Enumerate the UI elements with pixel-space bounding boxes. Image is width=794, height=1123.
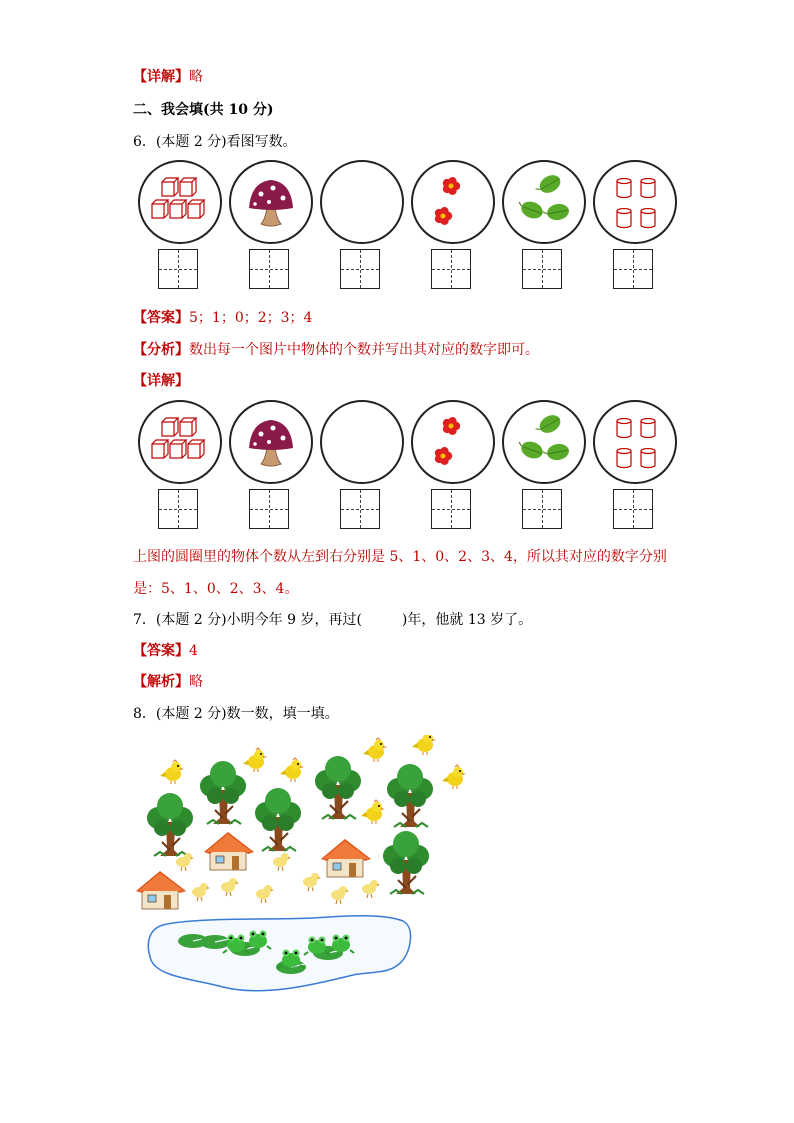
flower-icon xyxy=(413,402,493,482)
bird-icon xyxy=(361,800,385,824)
detail-tag: 【详解】 xyxy=(133,69,189,85)
empty-circle xyxy=(320,400,404,484)
chick-icon xyxy=(273,853,291,871)
q7-answer-line xyxy=(133,640,198,660)
pond-icon xyxy=(148,916,410,991)
picture-circle xyxy=(138,400,222,484)
answer-grid-cell[interactable] xyxy=(340,489,380,529)
house-icon xyxy=(136,871,186,909)
cube-icon xyxy=(140,162,220,242)
bird-icon xyxy=(160,760,184,784)
detail-text: 略 xyxy=(189,69,203,85)
answer-grid-cell[interactable] xyxy=(249,489,289,529)
answer-grid-cell[interactable] xyxy=(613,249,653,289)
lily-pad-icon xyxy=(200,935,230,949)
mushroom-icon xyxy=(231,162,311,242)
picture-circle xyxy=(593,400,677,484)
picture-circle xyxy=(411,160,495,244)
bird-icon xyxy=(412,735,436,755)
chick-icon xyxy=(303,873,321,891)
answer-grid-cell[interactable] xyxy=(522,489,562,529)
tree-icon xyxy=(383,831,429,894)
q6-detail-picture-row xyxy=(133,400,693,550)
q8-scene xyxy=(133,735,473,1000)
answer-text: 4 xyxy=(189,643,198,659)
q6-detail-text-2: 是：5、1、0、2、3、4。 xyxy=(133,581,299,597)
bird-icon xyxy=(363,738,387,762)
q5-detail-line xyxy=(133,66,203,86)
detail-tag: 【详解】 xyxy=(133,373,189,389)
answer-grid-cell[interactable] xyxy=(613,489,653,529)
bird-icon xyxy=(243,748,267,772)
q7-analysis-line xyxy=(133,671,203,691)
picture-circle xyxy=(502,400,586,484)
picture-circle xyxy=(593,160,677,244)
answer-grid-cell[interactable] xyxy=(158,489,198,529)
picture-circle xyxy=(229,400,313,484)
mushroom-icon xyxy=(231,402,311,482)
answer-tag: 【答案】 xyxy=(133,643,189,659)
answer-grid-cell[interactable] xyxy=(431,249,471,289)
q7-stem-b: )年，他就 13 岁了。 xyxy=(401,612,533,628)
q7-stem-a: 7．(本题 2 分)小明今年 9 岁，再过( xyxy=(133,612,362,628)
chick-icon xyxy=(192,883,210,901)
answer-grid-cell[interactable] xyxy=(431,489,471,529)
q6-stem: 6．(本题 2 分)看图写数。 xyxy=(133,134,297,150)
q6-detail-line xyxy=(133,370,189,390)
leaf-icon xyxy=(504,402,584,482)
answer-grid-cell[interactable] xyxy=(249,249,289,289)
chick-icon xyxy=(362,880,380,898)
picture-circle xyxy=(411,400,495,484)
bird-icon xyxy=(280,758,304,782)
analysis-text: 略 xyxy=(189,674,203,690)
answer-text: 5；1；0；2；3；4 xyxy=(189,310,313,326)
q6-detail-text-1: 上图的圆圈里的物体个数从左到右分别是 5、1、0、2、3、4，所以其对应的数字分别 xyxy=(133,549,667,565)
q6-picture-row xyxy=(133,160,693,310)
tree-icon xyxy=(255,788,301,851)
bird-icon xyxy=(442,765,466,789)
analysis-text: 数出每一个图片中物体的个数并写出其对应的数字即可。 xyxy=(189,342,539,358)
tree-icon xyxy=(387,764,433,827)
leaf-icon xyxy=(504,162,584,242)
house-icon xyxy=(204,832,254,870)
section-title: 二、我会填(共 10 分) xyxy=(133,102,274,118)
cube-icon xyxy=(140,402,220,482)
q6-answer-line xyxy=(133,307,312,327)
tree-icon xyxy=(147,793,193,856)
answer-grid-cell[interactable] xyxy=(158,249,198,289)
analysis-tag: 【分析】 xyxy=(133,342,189,358)
cylinder-icon xyxy=(595,162,675,242)
chick-icon xyxy=(221,878,239,896)
cylinder-icon xyxy=(595,402,675,482)
house-icon xyxy=(321,839,371,877)
answer-grid-cell[interactable] xyxy=(522,249,562,289)
empty-circle xyxy=(320,160,404,244)
tree-icon xyxy=(200,761,246,824)
picture-circle xyxy=(502,160,586,244)
picture-circle xyxy=(138,160,222,244)
chick-icon xyxy=(256,885,274,903)
tree-icon xyxy=(315,756,361,819)
answer-grid-cell[interactable] xyxy=(340,249,380,289)
flower-icon xyxy=(413,162,493,242)
picture-circle xyxy=(229,160,313,244)
analysis-tag: 【解析】 xyxy=(133,674,189,690)
chick-icon xyxy=(331,886,349,904)
q6-analysis-line xyxy=(133,339,539,359)
answer-tag: 【答案】 xyxy=(133,310,189,326)
q7-stem xyxy=(133,609,532,629)
q8-stem: 8．(本题 2 分)数一数，填一填。 xyxy=(133,706,339,722)
scene-svg xyxy=(133,735,473,1000)
